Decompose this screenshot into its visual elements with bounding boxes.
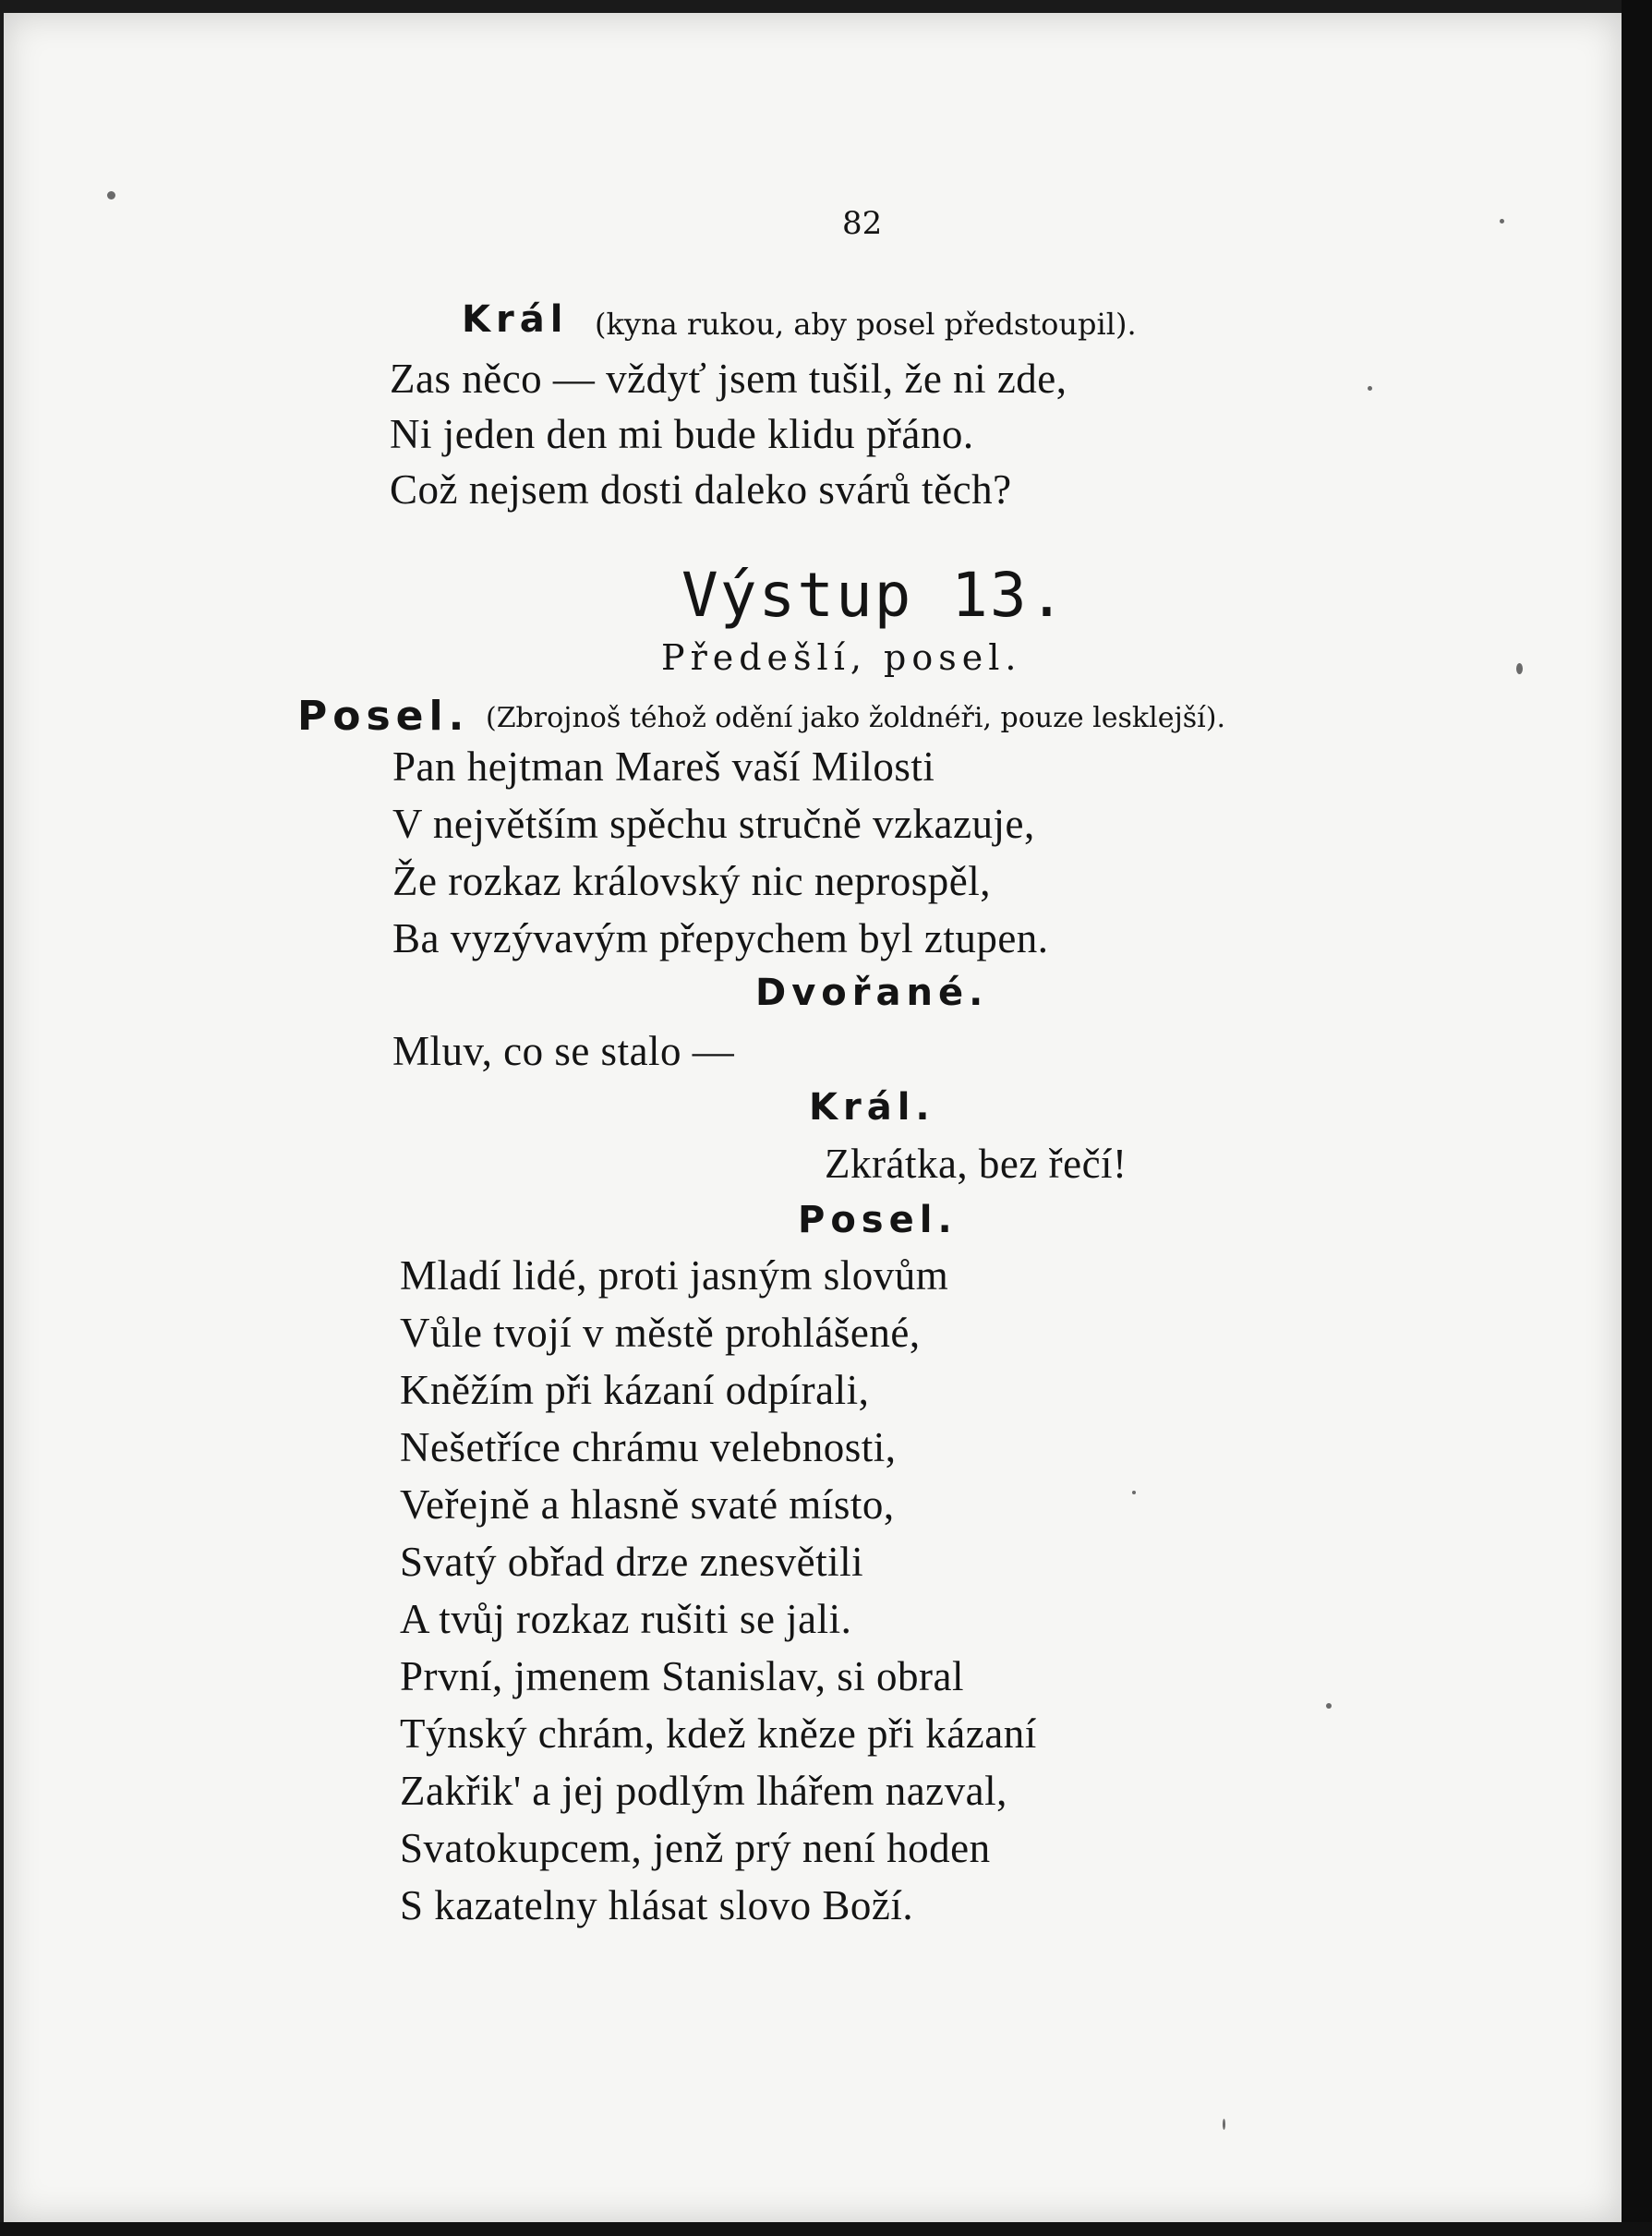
- verse-line: Ni jeden den mi bude klidu přáno.: [390, 411, 974, 457]
- paper-speck: [1326, 1703, 1332, 1709]
- paper-speck: [1516, 663, 1523, 674]
- verse-line: Zkrátka, bez řečí!: [825, 1141, 1127, 1187]
- verse-line: S kazatelny hlásat slovo Boží.: [400, 1882, 914, 1928]
- speaker-name: Král: [462, 298, 569, 341]
- page-number: 82: [842, 205, 883, 242]
- verse-line: Mluv, co se stalo —: [392, 1028, 735, 1074]
- verse-line: Týnský chrám, kdež kněze při kázaní: [400, 1710, 1037, 1757]
- speaker-name: Posel.: [798, 1199, 958, 1241]
- verse-line: V největším spěchu stručně vzkazuje,: [392, 801, 1035, 847]
- speaker-name: Posel.: [297, 693, 470, 740]
- paper-speck: [107, 191, 115, 199]
- verse-line: Ba vyzývavým přepychem byl ztupen.: [392, 915, 1049, 961]
- speaker-name: Král.: [809, 1086, 935, 1129]
- scan-edge-bottom: [0, 2222, 1652, 2236]
- verse-line: Zas něco — vždyť jsem tušil, že ni zde,: [390, 356, 1067, 402]
- speaker-name: Dvořané.: [755, 972, 989, 1014]
- verse-line: Vůle tvojí v městě prohlášené,: [400, 1310, 921, 1356]
- verse-line: Svatokupcem, jenž prý není hoden: [400, 1825, 991, 1871]
- verse-line: Nešetříce chrámu velebnosti,: [400, 1424, 897, 1470]
- scene-title: Výstup 13.: [681, 560, 1067, 631]
- paper-speck: [1223, 2119, 1225, 2130]
- stage-direction: (kyna rukou, aby posel předstoupil).: [595, 307, 1137, 342]
- verse-line: Že rozkaz královský nic neprospěl,: [392, 858, 992, 904]
- scan-edge-right: [1622, 0, 1652, 2236]
- verse-line: První, jmenem Stanislav, si obral: [400, 1653, 965, 1699]
- paper-speck: [1368, 386, 1372, 391]
- scene-cast: Předešlí, posel.: [661, 637, 1022, 678]
- stage-direction: (Zbrojnoš téhož odění jako žoldnéři, pouze lesklejší).: [486, 702, 1225, 734]
- verse-line: Což nejsem dosti daleko svárů těch?: [390, 466, 1012, 513]
- verse-line: A tvůj rozkaz rušiti se jali.: [400, 1596, 852, 1642]
- verse-line: Veřejně a hlasně svaté místo,: [400, 1481, 895, 1528]
- verse-line: Svatý obřad drze znesvětili: [400, 1539, 864, 1585]
- verse-line: Pan hejtman Mareš vaší Milosti: [392, 743, 935, 790]
- verse-line: Zakřik' a jej podlým lhářem nazval,: [400, 1768, 1007, 1814]
- paper-speck: [1132, 1491, 1136, 1494]
- paper-speck: [1500, 219, 1504, 224]
- verse-line: Mladí lidé, proti jasným slovům: [400, 1252, 949, 1299]
- verse-line: Kněžím při kázaní odpírali,: [400, 1367, 870, 1413]
